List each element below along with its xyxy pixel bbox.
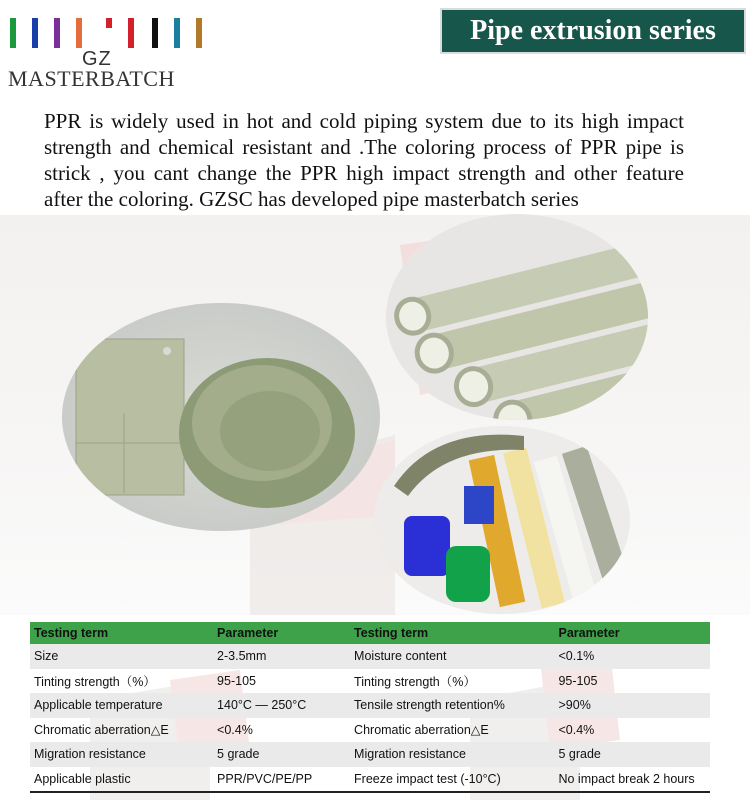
table-row <box>30 693 710 718</box>
granules-illustration <box>62 303 380 531</box>
spec-table <box>30 622 710 793</box>
table-cell: 140°C — 250°C <box>213 693 350 718</box>
table-cell: >90% <box>554 693 710 718</box>
header-testing-term: Testing term <box>350 622 554 644</box>
table-row <box>30 669 710 694</box>
table-cell: Applicable plastic <box>30 767 213 793</box>
table-cell: <0.4% <box>558 722 595 737</box>
table-cell: Applicable temperature <box>30 693 213 718</box>
logo-initials: GZ <box>82 48 112 70</box>
company-logo <box>6 14 206 94</box>
granule-pile <box>220 391 320 471</box>
table-cell: Migration resistance <box>350 742 554 767</box>
header-parameter: Parameter <box>554 622 710 644</box>
logo-stripe <box>54 18 60 48</box>
header-testing-term: Testing term <box>30 622 213 644</box>
table-row <box>30 742 710 767</box>
logo-stripe <box>32 18 38 48</box>
table-cell: 95-105 <box>558 673 598 688</box>
table-cell: 95-105 <box>217 673 256 688</box>
logo-stripe <box>106 18 112 28</box>
logo-subtitle: MASTERBATCH <box>8 66 175 91</box>
table-cell: 5 grade <box>213 742 350 767</box>
table-cell: Migration resistance <box>30 742 213 767</box>
green-fitting <box>446 546 490 602</box>
pipes-illustration <box>386 214 648 420</box>
header-parameter: Parameter <box>213 622 350 644</box>
table-cell: Moisture content <box>350 644 554 669</box>
logo-stripe <box>10 18 16 48</box>
logo-stripe <box>152 18 158 48</box>
logo-stripe <box>196 18 202 48</box>
table-cell: Chromatic aberration△E <box>354 723 489 738</box>
table-cell: 2-3.5mm <box>213 644 350 669</box>
color-plate <box>76 339 184 495</box>
fittings-photo <box>374 426 630 614</box>
granules-photo <box>62 303 380 531</box>
table-cell: Size <box>30 644 213 669</box>
table-cell: PPR/PVC/PE/PP <box>213 767 350 793</box>
table-row <box>30 767 710 793</box>
table-cell: <0.1% <box>554 644 710 669</box>
blue-fitting <box>404 516 450 576</box>
section-banner: Pipe extrusion series <box>440 8 746 54</box>
pipes-photo <box>386 214 648 420</box>
intro-paragraph: PPR is widely used in hot and cold piping system due to its high impact strength and chemical resistant and .The coloring process of PPR pipe is strick , you cant change the PPR high impact strength and other feature after the coloring. GZSC has developed pipe masterbatch series <box>44 109 684 211</box>
table-cell: 5 grade <box>554 742 710 767</box>
table-cell: Freeze impact test (-10°C) <box>350 767 554 793</box>
color-plate-hole <box>163 347 171 355</box>
table-cell: Tinting strength（%） <box>354 674 476 689</box>
table-row <box>30 644 710 669</box>
table-row <box>30 718 710 743</box>
table-cell: <0.4% <box>217 722 253 737</box>
logo-stripe <box>174 18 180 48</box>
blue-elbow <box>464 486 494 524</box>
table-header-row <box>30 622 710 644</box>
table-cell: Chromatic aberration△E <box>34 723 169 738</box>
logo-stripe <box>128 18 134 48</box>
table-cell: Tensile strength retention% <box>350 693 554 718</box>
table-cell: Tinting strength（%） <box>34 674 156 689</box>
logo-stripe <box>76 18 82 48</box>
fittings-illustration <box>374 426 630 614</box>
table-cell: No impact break 2 hours <box>554 767 710 793</box>
